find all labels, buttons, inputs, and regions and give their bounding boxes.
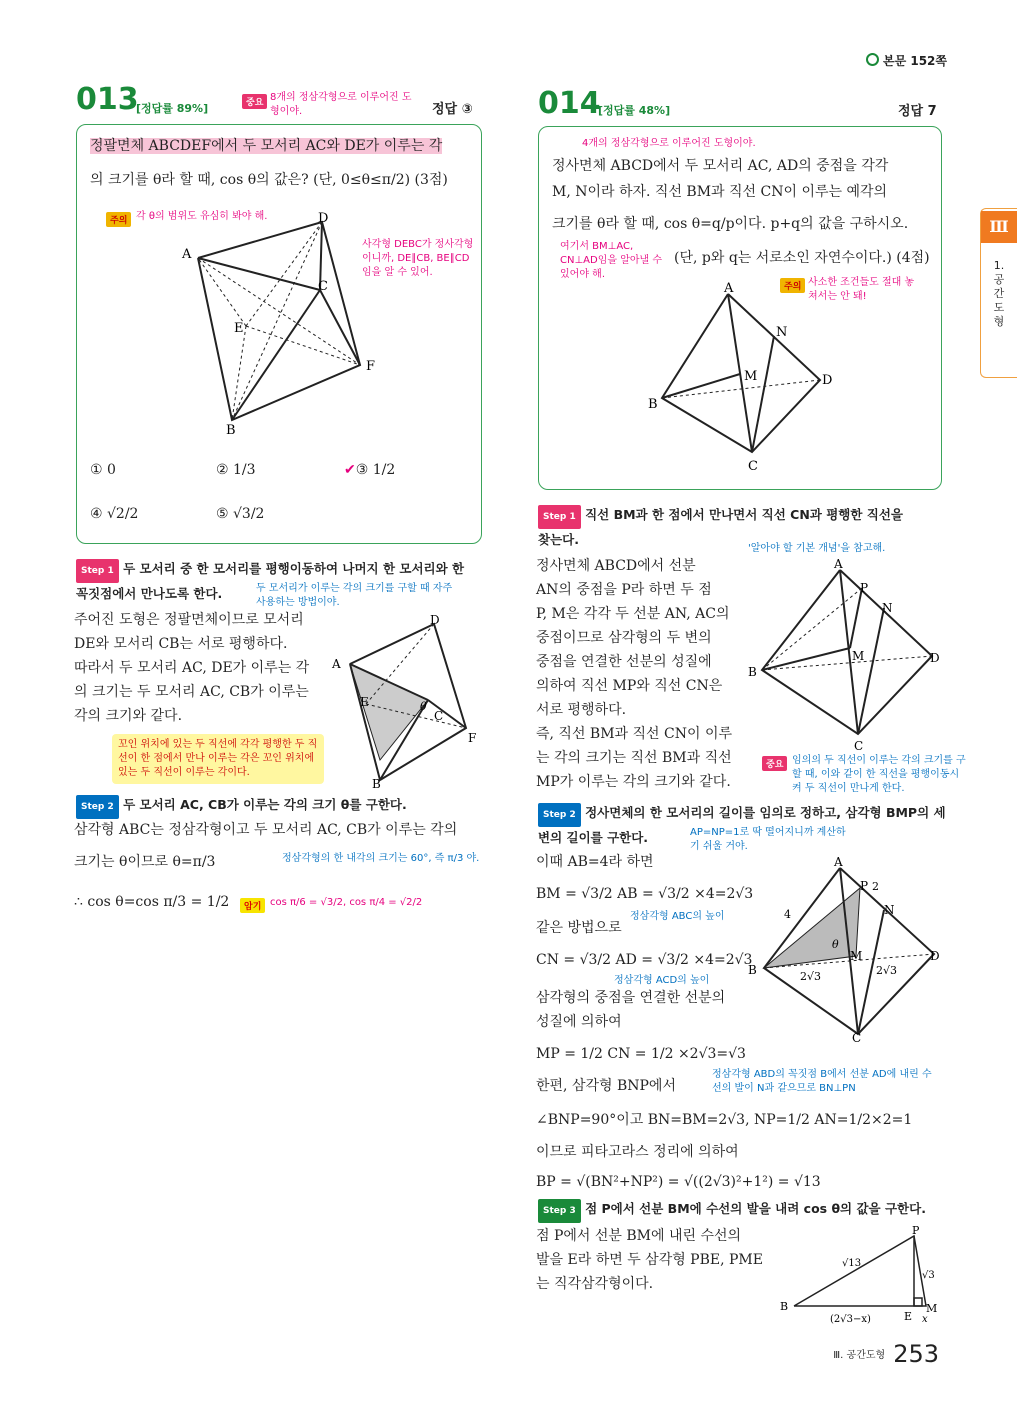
right-triangle-figure — [780, 1226, 950, 1326]
q13-choice-1[interactable]: ① 0 — [90, 462, 116, 478]
q14-answer: 정답 7 — [898, 104, 937, 119]
q13-step2-body1: 삼각형 ABC는 정삼각형이고 두 모서리 AC, CB가 이루는 각의 — [74, 822, 458, 838]
label-m-3: M — [850, 949, 863, 963]
q14-rate: [정답률 48%] — [598, 104, 671, 117]
label-p-4: P — [912, 1226, 920, 1237]
label-b-3: B — [748, 963, 757, 977]
q14-step2-line2: BM = √3/2 AB = √3/2 ×4=2√3 — [536, 886, 754, 902]
q13-answer: 정답 ③ — [432, 102, 473, 117]
label-d-3: D — [930, 949, 940, 963]
label-c-2t: C — [854, 739, 864, 753]
label-a-2: A — [332, 657, 341, 671]
page-footer: Ⅲ. 공간도형 253 — [833, 1340, 939, 1368]
line-cn — [752, 336, 774, 452]
q14-step3-body: 점 P에서 선분 BM에 내린 수선의 발을 E라 하면 두 삼각형 PBE, PME 는 직각삼각형이다. — [536, 1228, 763, 1292]
label-x: x — [922, 1314, 928, 1325]
label-d-t: D — [822, 373, 833, 388]
label-b-4: B — [780, 1300, 789, 1313]
q14-concept-note: '알아야 할 기본 개념'을 참고해. — [748, 543, 886, 554]
label-r3: √3 — [922, 1270, 935, 1281]
q14-height-note1: 정삼각형 ABC의 높이 — [630, 911, 725, 922]
label-f: F — [366, 359, 376, 374]
circle-icon — [866, 53, 879, 66]
q14-stem-line1: 정사면체 ABCD에서 두 모서리 AC, AD의 중점을 각각 — [552, 158, 889, 174]
triangle-pbm — [794, 1236, 926, 1306]
line-cn-2 — [858, 608, 884, 734]
tetrahedron-outline-2 — [762, 570, 932, 734]
label-b-2: B — [372, 777, 381, 791]
label-b: B — [226, 423, 236, 438]
q14-step1-title: Step 1 직선 BM과 한 점에서 만나면서 직선 CN과 평행한 직선을 찾는다. — [538, 507, 904, 547]
q14-stem-line4: (단, p와 q는 서로소인 자연수이다.) (4점) — [674, 250, 930, 266]
label-four-3: 4 — [784, 908, 791, 921]
label-a-t: A — [724, 281, 734, 296]
chapter-title: 1. 공간도형 — [993, 259, 1005, 328]
label-two-3: 2 — [872, 880, 879, 893]
label-e-2: E — [360, 695, 369, 709]
q14-step2-line11: BP = √(BN²+NP²) = √((2√3)²+1²) = √13 — [536, 1174, 821, 1190]
q14-step2-note: AP=NP=1로 딱 떨어지니까 계산하기 쉬울 거야. — [690, 827, 846, 852]
check-icon: ✔ — [344, 462, 356, 478]
q14-important-tag: 중요 — [762, 752, 787, 771]
q14-height-note2: 정삼각형 ACD의 높이 — [614, 975, 710, 986]
label-n-t: N — [776, 325, 788, 340]
q13-step2-result: ∴ cos θ=cos π/3 = 1/2 — [74, 894, 230, 910]
tetrahedron-figure-3 — [748, 854, 948, 1046]
q13-step1-title: Step 1 두 모서리 중 한 모서리를 평행이동하여 나머지 한 모서리와 한 꼭짓점에서 만나도록 한다. — [76, 561, 465, 601]
q13-important-tag: 중요 — [242, 90, 267, 109]
q13-step2-body2: 크기는 θ이므로 θ=π/3 — [74, 854, 216, 870]
label-f-2: F — [468, 731, 477, 745]
label-c: C — [318, 279, 328, 294]
q13-choice-4[interactable]: ④ √2/2 — [90, 506, 139, 522]
label-m-2t: M — [852, 649, 865, 663]
label-a-3: A — [834, 855, 843, 869]
q14-step2-title: Step 2 정사면체의 한 모서리의 길이를 임의로 정하고, 삼각형 BMP의 세 변의 길이를 구한다. — [538, 805, 946, 845]
right-angle-mark — [914, 1298, 922, 1306]
chapter-number: Ⅲ — [981, 211, 1017, 243]
q13-warn-tag: 주의 — [106, 208, 131, 227]
label-e-4: E — [904, 1310, 913, 1323]
edge-eb — [232, 326, 246, 420]
label-m-4: M — [926, 1302, 938, 1315]
label-bx: (2√3−x) — [830, 1314, 871, 1325]
q13-choice-2[interactable]: ② 1/3 — [216, 462, 256, 478]
line-bm — [662, 374, 740, 398]
q13-step2-title: Step 2 두 모서리 AC, CB가 이루는 각의 크기 θ를 구한다. — [76, 794, 456, 819]
q13-choice-5[interactable]: ⑤ √3/2 — [216, 506, 265, 522]
diagonal-db — [232, 222, 322, 420]
q14-step2-line4: CN = √3/2 AD = √3/2 ×4=2√3 — [536, 952, 753, 968]
q14-step2-line8: 한편, 삼각형 BNP에서 — [536, 1078, 676, 1094]
label-theta: θ — [420, 700, 427, 713]
label-2r3-a: 2√3 — [800, 970, 822, 983]
q14-number: 014 — [538, 86, 601, 121]
q13-number: 013 — [76, 82, 139, 117]
tetrahedron-figure — [640, 280, 840, 475]
label-n-3: N — [884, 903, 895, 917]
q13-side-note: 사각형 DEBC가 정사각형이니까, DE∥CB, BE∥CD임을 알 수 있어. — [362, 239, 474, 278]
octahedron-figure-2 — [330, 612, 480, 792]
q14-left-note: 여기서 BM⊥AC, CN⊥AD임을 알아낼 수 있어야 해. — [560, 241, 663, 280]
q14-step2-line10: 이므로 피타고라스 정리에 의하여 — [536, 1144, 739, 1160]
q14-step1-body: 정사면체 ABCD에서 선분 AN의 중점을 P라 하면 두 점 P, M은 각각 두 선분 AN, AC의 중점이므로 삼각형의 두 변의 중점을 연결한 선분의 성질에 의하여 직선 MP와 직선 CN은 서로 평행하다. 즉, 직선 BM과 직선 CN이 이루 는 각의 크기는 직선 BM과 직선 MP가 이루는 각의 크기와 같다. — [536, 558, 733, 790]
label-p-3: P — [860, 879, 869, 893]
q14-perp-note: 정삼각형 ABD의 꼭짓점 B에서 선분 AD에 내린 수선의 발이 N과 같으므로 BN⊥PN — [712, 1069, 932, 1094]
q14-stem-line2: M, N이라 하자. 직선 BM과 직선 CN이 이루는 예각의 — [552, 184, 888, 200]
q13-important-note: 8개의 정삼각형으로 이루어진 도형이야. — [270, 92, 412, 117]
q14-step2-line5: 삼각형의 중점을 연결한 선분의 — [536, 990, 726, 1006]
label-b-t: B — [648, 397, 658, 412]
label-c-t: C — [748, 459, 758, 474]
q14-step2-line7: MP = 1/2 CN = 1/2 ×2√3=√3 — [536, 1046, 746, 1062]
label-a-2t: A — [834, 557, 843, 571]
label-c-2: C — [434, 709, 444, 723]
label-d: D — [318, 211, 329, 226]
page-number: 253 — [893, 1340, 939, 1368]
tetrahedron-figure-2 — [748, 556, 948, 756]
label-2r3-b: 2√3 — [876, 964, 898, 977]
q14-stem-line3: 크기를 θ라 할 때, cos θ=q/p이다. p+q의 값을 구하시오. — [552, 216, 909, 232]
page-reference: 본문 152쪽 — [866, 52, 947, 69]
q13-bubble-note: 꼬인 위치에 있는 두 직선에 각각 평행한 두 직선이 한 점에서 만나 이루는 각은 꼬인 위치에 있는 두 직선이 이루는 각이다. — [112, 734, 324, 784]
q14-step2-line1: 이때 AB=4라 하면 — [536, 854, 654, 870]
q13-step2-note: 정삼각형의 한 내각의 크기는 60°, 즉 π/3 야. — [282, 853, 480, 864]
q13-stem-line2: 의 크기를 θ라 할 때, cos θ의 값은? (단, 0≤θ≤π/2) (3점) — [90, 172, 448, 188]
octahedron-figure — [170, 200, 380, 440]
q14-warn-note: 사소한 조건들도 절대 놓쳐서는 안 돼! — [808, 277, 915, 302]
label-n-2t: N — [882, 601, 893, 615]
q13-step1-body: 주어진 도형은 정팔면체이므로 모서리 DE와 모서리 CB는 서로 평행하다. 따라서 두 모서리 AC, DE가 이루는 각 의 크기는 두 모서리 AC, CB가 이루는 각의 크기와 같다. — [74, 612, 310, 724]
label-theta-3: θ — [832, 938, 839, 951]
label-m-t: M — [744, 369, 758, 384]
label-p-2t: P — [860, 581, 869, 595]
label-d-2: D — [430, 613, 440, 627]
q14-top-note: 4개의 정삼각형으로 이루어진 도형이야. — [582, 138, 756, 149]
q14-warn-tag: 주의 — [780, 274, 805, 293]
q13-memo-note: cos π/6 = √3/2, cos π/4 = √2/2 — [270, 897, 423, 908]
label-c-3: C — [852, 1031, 862, 1045]
chapter-tab[interactable] — [980, 208, 1017, 378]
q13-step1-note: 두 모서리가 이루는 각의 크기를 구할 때 자주 사용하는 방법이야. — [256, 583, 453, 608]
q14-step2-line3: 같은 방법으로 — [536, 920, 622, 936]
q14-step2-line6: 성질에 의하여 — [536, 1014, 622, 1030]
label-b-2t: B — [748, 665, 757, 679]
q13-memo-tag: 암기 — [240, 894, 265, 913]
label-d-2t: D — [930, 651, 940, 665]
q14-step2-line9: ∠BNP=90°이고 BN=BM=2√3, NP=1/2 AN=1/2×2=1 — [536, 1112, 913, 1128]
q14-important-note: 임의의 두 직선이 이루는 각의 크기를 구할 때, 이와 같이 한 직선을 평행이동시켜 두 직선이 만나게 한다. — [792, 755, 966, 794]
q13-stem-line1: 정팔면체 ABCDEF에서 두 모서리 AC와 DE가 이루는 각 — [90, 138, 443, 154]
q13-warn-note: 각 θ의 범위도 유심히 봐야 해. — [136, 211, 268, 222]
label-e: E — [234, 321, 244, 336]
edge-ac — [198, 258, 320, 290]
q14-step3-title: Step 3 점 P에서 선분 BM에 수선의 발을 내려 cos θ의 값을 구한다. — [538, 1198, 938, 1223]
q13-rate: [정답률 89%] — [136, 102, 209, 115]
q13-choice-3[interactable]: ✔③ 1/2 — [344, 462, 396, 478]
label-r13: √13 — [842, 1258, 862, 1269]
label-a: A — [182, 247, 192, 262]
